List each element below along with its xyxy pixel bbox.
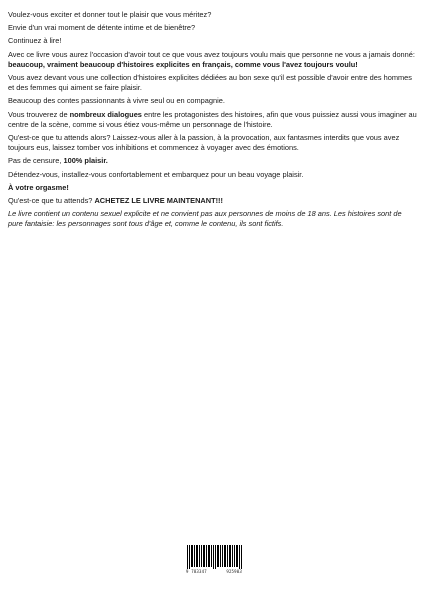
paragraph-dialogues <box>8 110 418 130</box>
call-to-action-text: Qu'est-ce que tu attends? <box>8 196 95 206</box>
buy-now-highlight: ACHETEZ LE LIVRE MAINTENANT!!! <box>94 196 223 206</box>
paragraph-disclaimer: Le livre contient un contenu sexuel explicite et ne convient pas aux personnes de moins de 18 ans. Les histoires sont de pure fantaisie: les personnages sont tous d'âge et, comme le contenu, ils sont fictifs. <box>8 209 402 229</box>
paragraph-orgasm: À votre orgasme! <box>8 182 69 192</box>
dialogues-text-end: entre les protagonistes des histoires, afin que vous puissiez aussi vous imaginer au centre de la scène, comme si vous étiez vous-même un personnage de l'histoire. <box>8 109 417 129</box>
barcode-bars <box>186 545 242 569</box>
barcode-number-left: 9 783347 <box>186 569 207 574</box>
dialogues-text-start: Vous trouverez de <box>8 109 70 119</box>
blurb-text <box>8 10 418 233</box>
barcode-number-right: 925903 <box>226 569 242 574</box>
book-offer-highlight: beaucoup, vraiment beaucoup d'histoires explicites en français, comme vous l'avez toujours voulu! <box>8 59 358 69</box>
paragraph-no-censorship <box>8 156 418 166</box>
paragraph-book-offer <box>8 50 418 70</box>
paragraph-desire-question: Envie d'un vrai moment de détente intime et de bienêtre? <box>8 23 196 33</box>
paragraph-call-to-action <box>8 196 418 206</box>
paragraph-tales: Beaucoup des contes passionnants à vivre seul ou en compagnie. <box>8 96 225 106</box>
barcode-numbers <box>186 569 242 574</box>
no-censorship-text: Pas de censure, <box>8 156 64 166</box>
dialogues-highlight: nombreux dialogues <box>69 109 142 119</box>
isbn-barcode <box>186 545 242 575</box>
pleasure-highlight: 100% plaisir. <box>63 156 108 166</box>
book-offer-text: Avec ce livre vous aurez l'occasion d'avoir tout ce que vous avez toujours voulu mais que personne ne vous a jamais donné: <box>8 49 415 59</box>
paragraph-intro-question: Voulez-vous exciter et donner tout le plaisir que vous méritez? <box>8 10 212 19</box>
paragraph-collection: Vous avez devant vous une collection d'histoires explicites dédiées au bon sexe qu'il est possible d'avoir entre des hommes et des femmes qui aiment se faire plaisir. <box>8 73 412 93</box>
paragraph-relax: Détendez-vous, installez-vous confortablement et embarquez pour un beau voyage plaisir. <box>8 169 304 179</box>
paragraph-passion: Qu'est-ce que tu attends alors? Laissez-vous aller à la passion, à la provocation, aux fantasmes interdits que vous avez toujours eus, laissez tomber vos inhibitions et commencez à voyager avec des émotions. <box>8 133 400 153</box>
paragraph-continue: Continuez à lire! <box>8 36 62 46</box>
